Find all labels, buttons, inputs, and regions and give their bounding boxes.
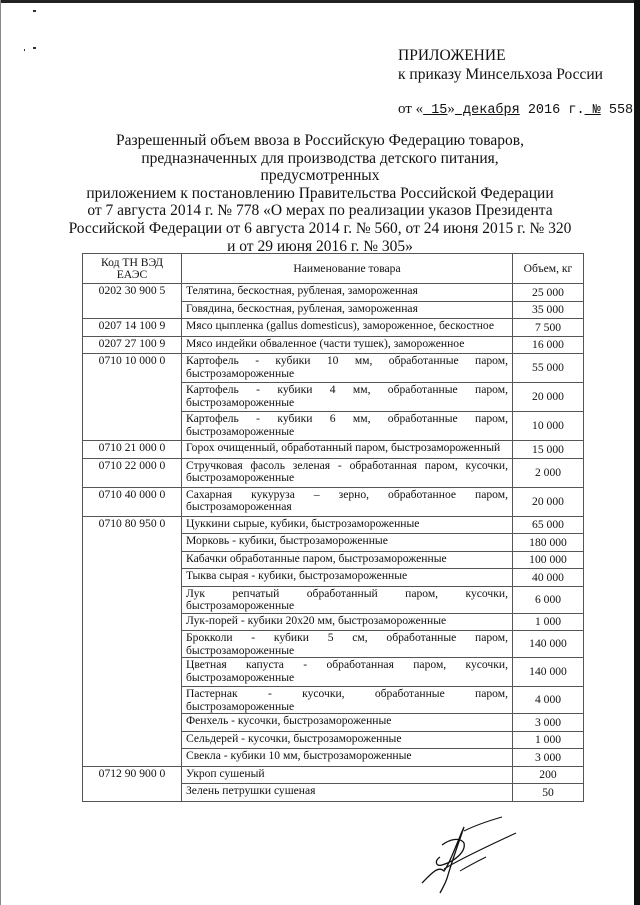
title-line: приложением к постановлению Правительства Российской Федерации [86,184,554,202]
product-name: Мясо индейки обваленное (части тушек), замороженное [182,336,513,354]
product-name: Брокколи - кубики 5 см, обработанные паром, быстрозамороженные [182,631,513,658]
product-name: Горох очищенный, обработанный паром, быстрозамороженный [182,441,513,459]
order-day: 15 [423,103,448,118]
volume-kg: 4 000 [513,687,584,714]
product-name: Сельдерей - кусочки, быстрозамороженные [182,731,513,749]
order-reference [398,101,633,118]
volume-kg: 20 000 [513,487,584,516]
product-name: Кабачки обработанные паром, быстрозамороженные [182,551,513,569]
table-row [83,458,584,487]
product-name: Тыква сырая - кубики, быстрозамороженные [182,569,513,587]
volume-kg: 40 000 [513,569,584,587]
scan-border-right [634,0,640,905]
order-number: 558 [600,103,634,118]
tnved-code: 0710 40 000 0 [83,487,182,516]
product-name: Укроп сушеный [182,766,513,784]
order-prefix: от « [398,101,424,117]
table-row [83,336,584,354]
volume-kg: 25 000 [513,284,584,302]
product-name: Морковь - кубики, быстрозамороженные [182,534,513,552]
volume-kg: 10 000 [513,412,584,441]
tnved-code: 0207 27 100 9 [83,336,182,354]
product-name: Картофель - кубики 10 мм, обработанные паром, быстрозамороженные [182,354,513,383]
scan-speck [33,47,36,49]
product-name: Лук репчатый обработанный паром, кусочки, быстрозамороженные [182,586,513,613]
handwritten-signature-icon [420,805,540,895]
table-row [83,354,584,383]
document-title [68,132,572,255]
title-line: от 7 августа 2014 г. № 778 «О мерах по реализации указов Президента [87,202,553,220]
order-number-sign: № [584,103,601,118]
volume-kg: 1 000 [513,613,584,631]
tnved-code: 0712 90 900 0 [83,766,182,801]
title-line: предназначенных для производства детского питания, предусмотренных [141,149,499,185]
volume-kg: 180 000 [513,534,584,552]
tnved-code: 0207 14 100 9 [83,319,182,337]
volume-kg: 140 000 [513,658,584,687]
volume-kg: 140 000 [513,631,584,658]
scan-border-left [0,0,1,905]
volume-kg: 55 000 [513,354,584,383]
product-name: Говядина, бескостная, рубленая, замороженная [182,301,513,319]
tnved-code: 0710 10 000 0 [83,354,182,441]
product-name: Цуккини сырые, кубики, быстрозамороженные [182,516,513,534]
volume-kg: 3 000 [513,714,584,732]
volume-kg: 65 000 [513,516,584,534]
scan-border-top [0,0,640,3]
appendix-subtitle: к приказу Минсельхоза России [398,66,603,83]
product-name: Пастернак - кусочки, обработанные паром, быстрозамороженные [182,687,513,714]
volume-kg: 2 000 [513,458,584,487]
table-row [83,441,584,459]
product-name: Сахарная кукуруза – зерно, обработанное паром, быстрозамороженная [182,487,513,516]
header-volume: Объем, кг [513,254,584,284]
header-code: Код ТН ВЭД ЕАЭС [83,254,182,284]
header-name: Наименование товара [182,254,513,284]
volume-kg: 15 000 [513,441,584,459]
volume-kg: 7 500 [513,319,584,337]
product-name: Зелень петрушки сушеная [182,784,513,802]
volume-kg: 50 [513,784,584,802]
product-name: Стручковая фасоль зеленая - обработанная паром, кусочки, быстрозамороженные [182,458,513,487]
import-volume-table [82,253,584,802]
product-name: Картофель - кубики 6 мм, обработанные паром, быстрозамороженные [182,412,513,441]
appendix-header [398,46,603,84]
product-name: Картофель - кубики 4 мм, обработанные паром, быстрозамороженные [182,383,513,412]
table-row [83,284,584,302]
tnved-code: 0202 30 900 5 [83,284,182,319]
product-name: Цветная капуста - обработанная паром, кусочки, быстрозамороженные [182,658,513,687]
order-month: декабря [454,103,520,118]
volume-kg: 3 000 [513,749,584,767]
product-name: Мясо цыпленка (gallus domesticus), замороженное, бескостное [182,319,513,337]
order-year: 2016 г. [519,103,585,118]
tnved-code: 0710 22 000 0 [83,458,182,487]
title-line: и от 29 июня 2016 г. № 305» [227,237,413,255]
tnved-code: 0710 21 000 0 [83,441,182,459]
product-name: Телятина, бескостная, рубленая, замороженная [182,284,513,302]
volume-kg: 1 000 [513,731,584,749]
scan-speck [33,10,36,12]
scan-speck [24,49,25,51]
product-name: Свекла - кубики 10 мм, быстрозамороженные [182,749,513,767]
table-row [83,516,584,534]
volume-kg: 200 [513,766,584,784]
table-row [83,319,584,337]
title-line: Российской Федерации от 6 августа 2014 г. № 560, от 24 июня 2015 г. № 320 [68,219,572,237]
volume-kg: 6 000 [513,586,584,613]
volume-kg: 35 000 [513,301,584,319]
product-name: Фенхель - кусочки, быстрозамороженные [182,714,513,732]
tnved-code: 0710 80 950 0 [83,516,182,766]
volume-kg: 16 000 [513,336,584,354]
order-day-close: » [447,101,455,117]
volume-kg: 20 000 [513,383,584,412]
table-row [83,487,584,516]
volume-kg: 100 000 [513,551,584,569]
appendix-label: ПРИЛОЖЕНИЕ [398,47,506,64]
table-body [83,284,584,802]
product-name: Лук-порей - кубики 20х20 мм, быстрозамороженные [182,613,513,631]
title-line: Разрешенный объем ввоза в Российскую Федерацию товаров, [116,132,524,149]
table-row [83,766,584,784]
